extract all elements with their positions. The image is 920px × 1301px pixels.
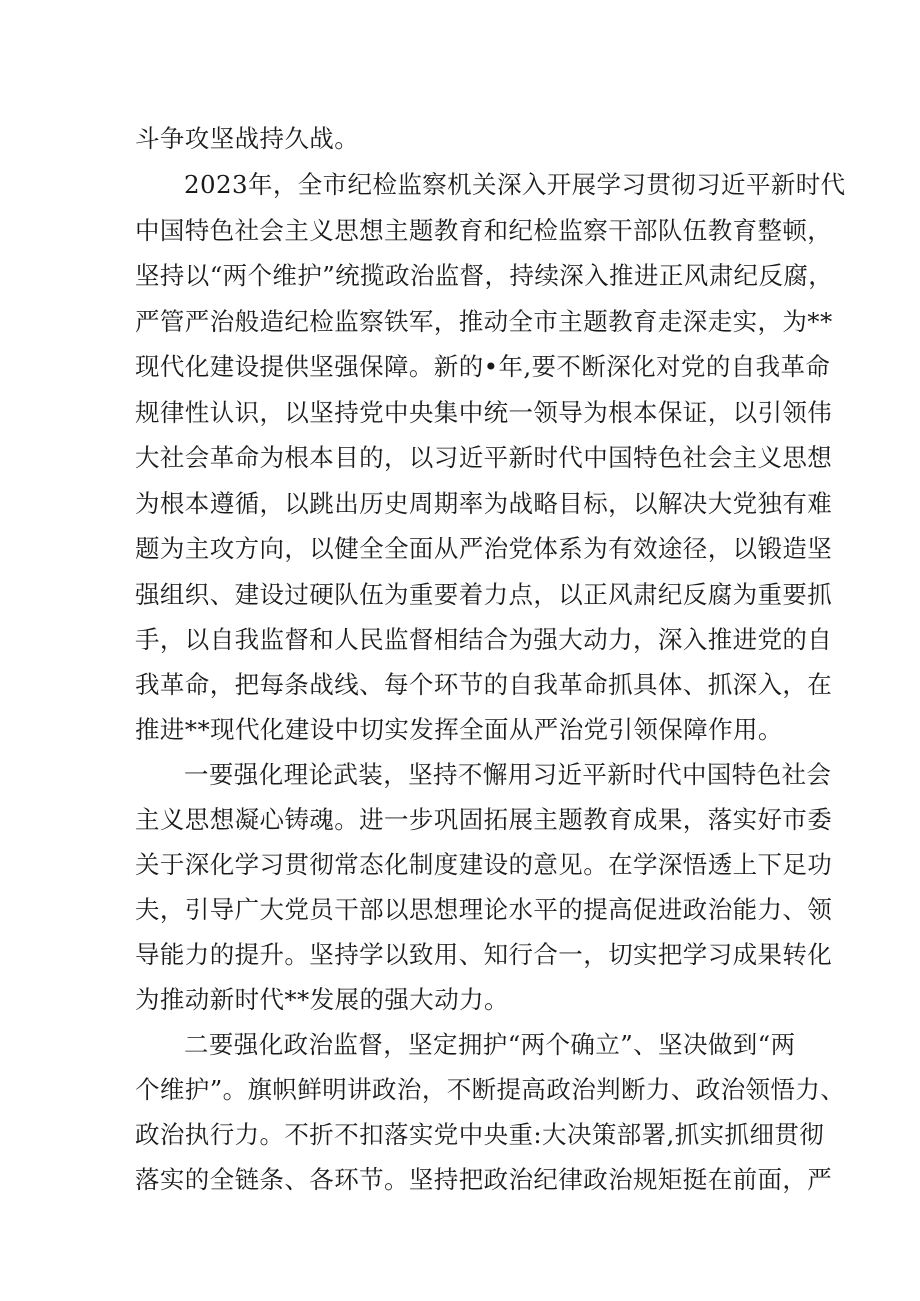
- text-line: 中国特色社会主义思想主题教育和纪检监察干部队伍教育整顿，: [135, 216, 833, 245]
- text-line: 为根本遵循，以跳出历史周期率为战略目标，以解决大党独有难: [135, 489, 833, 518]
- text-line: 关于深化学习贯彻常态化制度建设的意见。在学深悟透上下足功: [135, 850, 833, 879]
- text-line: 推进**现代化建设中切实发挥全面从严治党引领保障作用。: [135, 715, 783, 744]
- text-line: 现代化建设提供坚强保障。新的•年,要不断深化对党的自我革命: [135, 352, 831, 381]
- text-line: 个维护”。旗帜鲜明讲政治，不断提高政治判断力、政治领悟力、: [135, 1075, 846, 1104]
- text-line: 主义思想凝心铸魂。进一步巩固拓展主题教育成果，落实好市委: [135, 805, 833, 834]
- text-line: 强组织、建设过硬队伍为重要着力点，以正风肃纪反腐为重要抓: [135, 580, 833, 609]
- text-line: 导能力的提升。坚持学以致用、知行合一，切实把学习成果转化: [135, 940, 833, 969]
- text-line: 2023年，全市纪检监察机关深入开展学习贯彻习近平新时代: [184, 170, 846, 199]
- text-line: 严管严治般造纪检监察铁军，推动全市主题教育走深走实，为**: [135, 307, 833, 336]
- text-line: 为推动新时代**发展的强大动力。: [135, 985, 509, 1014]
- text-line: 坚持以“两个维护”统揽政治监督，持续深入推进正风肃纪反腐，: [135, 261, 834, 290]
- text-line: 斗争攻坚战持久战。: [135, 124, 360, 153]
- text-line: 我革命，把每条战线、每个环节的自我革命抓具体、抓深入，在: [135, 670, 833, 699]
- text-line: 题为主攻方向，以健全全面从严治党体系为有效途径，以锻造坚: [135, 534, 833, 563]
- text-line: 夫，引导广大党员干部以思想理论水平的提高促进政治能力、领: [135, 895, 833, 924]
- text-line: 落实的全链条、各环节。坚持把政治纪律政治规矩挺在前面，严: [135, 1165, 833, 1194]
- text-line: 手，以自我监督和人民监督相结合为强大动力，深入推进党的自: [135, 625, 833, 654]
- text-line: 政治执行力。不折不扣落实党中央重:大决策部署,抓实抓细贯彻: [135, 1120, 825, 1149]
- text-line: 大社会革命为根本目的，以习近平新时代中国特色社会主义思想: [135, 443, 833, 472]
- text-line: 一要强化理论武装，坚持不懈用习近平新时代中国特色社会: [184, 760, 832, 789]
- text-line: 规律性认识，以坚持党中央集中统一领导为根本保证，以引领伟: [135, 398, 833, 427]
- text-line: 二要强化政治监督，坚定拥护“两个确立”、坚决做到“两: [184, 1030, 796, 1059]
